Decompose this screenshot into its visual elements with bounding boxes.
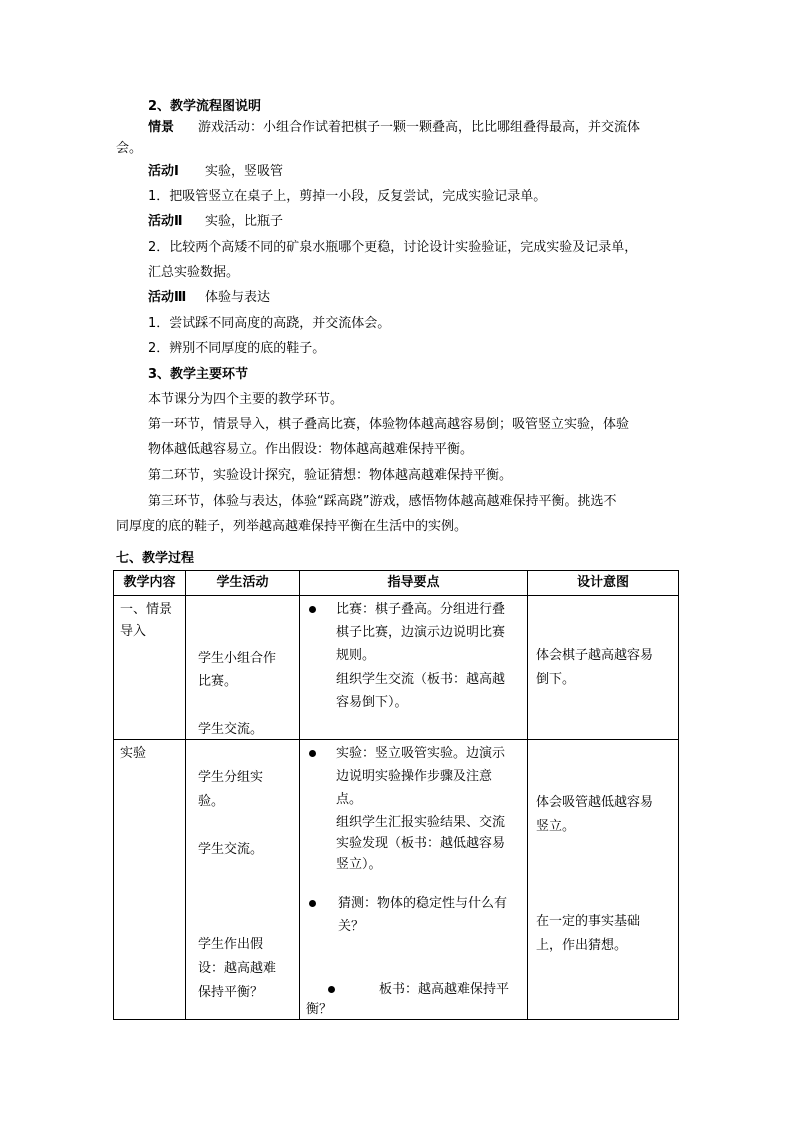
main-steps-intro: 本节课分为四个主要的教学环节。: [148, 392, 344, 407]
row1-guidance-line: 比赛：棋子叠高。分组进行叠: [336, 602, 506, 617]
scene-label: 情景: [148, 120, 175, 135]
activity-3-item-1: 1．尝试踩不同高度的高跷，并交流体会。: [148, 316, 391, 331]
bullet-icon: [309, 900, 316, 907]
row2-guidance-line: 实验：竖立吸管实验。边演示: [336, 746, 506, 761]
table-header-row: [114, 571, 679, 596]
section-heading-teaching-flow: 2、教学流程图说明: [148, 99, 262, 114]
row2-intent-line: 上，作出猜想。: [536, 938, 628, 953]
activity-2-label: 活动Ⅱ: [148, 214, 183, 229]
step-3-paragraph-continued: 同厚度的底的鞋子，列举越高越难保持平衡在生活中的实例。: [116, 519, 468, 534]
row1-intent-cell: [528, 596, 679, 740]
activity-1-item: 1．把吸管竖立在桌子上，剪掉一小段，反复尝试，完成实验记录单。: [148, 189, 547, 204]
step-3-paragraph: 第三环节，体验与表达，体验“踩高跷”游戏，感悟物体越高越难保持平衡。挑选不: [148, 494, 617, 509]
step-1-paragraph-continued: 物体越低越容易立。作出假设：物体越高越难保持平衡。: [148, 442, 474, 457]
row1-guidance-line: 规则。: [336, 648, 376, 663]
row2-content-line: 实验: [120, 746, 147, 761]
bullet-icon: [309, 750, 316, 757]
row1-content-line: 导入: [120, 624, 147, 639]
activity-3-item-2: 2．辨别不同厚度的底的鞋子。: [148, 341, 326, 356]
bullet-icon: [328, 986, 335, 993]
scene-text-continued: 会。: [116, 141, 143, 156]
activity-3-title: 体验与表达: [205, 290, 271, 305]
row2-guidance-line: 组织学生汇报实验结果、交流: [336, 815, 506, 830]
row1-guidance-cell: [300, 596, 528, 740]
section-heading-main-steps: 3、教学主要环节: [148, 367, 249, 382]
row1-student-cell: [186, 596, 300, 740]
row2-guidance-line: 关？: [338, 919, 365, 934]
activity-2-title: 实验，比瓶子: [205, 214, 284, 229]
row2-content-cell: [114, 740, 186, 1020]
row2-student-line: 学生分组实: [198, 770, 264, 785]
section-heading-teaching-process: 七、教学过程: [116, 551, 195, 566]
row2-guidance-line: 实验发现（板书：越低越容易: [336, 836, 506, 851]
activity-3-label: 活动Ⅲ: [148, 290, 187, 305]
activity-1-title: 实验，竖吸管: [205, 164, 284, 179]
row1-guidance-line: 容易倒下）。: [336, 695, 408, 710]
row2-student-line: 验。: [198, 794, 225, 809]
header-teaching-content: 教学内容: [114, 571, 186, 596]
header-guidance-points: 指导要点: [300, 571, 528, 596]
row2-student-line: 保持平衡？: [198, 985, 264, 1000]
row2-guidance-line: 边说明实验操作步骤及注意: [336, 769, 493, 784]
row2-intent-cell: [528, 740, 679, 1020]
header-design-intent: 设计意图: [528, 571, 679, 596]
row2-guidance-line: 板书：越高越难保持平: [379, 982, 510, 997]
scene-text: 游戏活动：小组合作试着把棋子一颗一颗叠高，比比哪组叠得最高，并交流体: [198, 120, 641, 135]
activity-1-label: 活动Ⅰ: [148, 164, 179, 179]
row1-guidance-line: 棋子比赛，边演示边说明比赛: [336, 625, 506, 640]
row2-intent-line: 体会吸管越低越容易: [536, 795, 654, 810]
row1-student-line: 学生小组合作: [198, 651, 277, 666]
row2-intent-line: 竖立。: [536, 819, 576, 834]
table-row: [114, 740, 679, 1020]
row2-guidance-cell: [300, 740, 528, 1020]
row1-intent-line: 体会棋子越高越容易: [536, 648, 654, 663]
activity-2-item: 2．比较两个高矮不同的矿泉水瓶哪个更稳，讨论设计实验验证，完成实验及记录单，: [148, 240, 638, 255]
row1-guidance-line: 组织学生交流（板书：越高越: [336, 672, 506, 687]
row1-student-line: 比赛。: [198, 674, 238, 689]
bullet-icon: [309, 606, 316, 613]
row1-student-line: 学生交流。: [198, 722, 264, 737]
row2-guidance-line: 竖立）。: [336, 857, 382, 872]
row2-student-line: 学生交流。: [198, 842, 264, 857]
step-2-paragraph: 第二环节，实验设计探究，验证猜想：物体越高越难保持平衡。: [148, 468, 513, 483]
row2-student-line: 学生作出假: [198, 937, 264, 952]
activity-2-item-continued: 汇总实验数据。: [148, 265, 240, 280]
row1-content-cell: [114, 596, 186, 740]
row2-guidance-line: 点。: [336, 792, 363, 807]
header-student-activity: 学生活动: [186, 571, 300, 596]
row2-student-line: 设：越高越难: [198, 961, 277, 976]
teaching-process-table: [113, 570, 679, 1020]
step-1-paragraph: 第一环节，情景导入，棋子叠高比赛，体验物体越高越容易倒；吸管竖立实验，体验: [148, 417, 630, 432]
row2-student-cell: [186, 740, 300, 1020]
row1-content-line: 一、情景: [120, 602, 173, 617]
row2-intent-line: 在一定的事实基础: [536, 914, 641, 929]
row1-intent-line: 倒下。: [536, 672, 576, 687]
row2-guidance-line: 衡？: [306, 1002, 333, 1017]
row2-guidance-line: 猜测：物体的稳定性与什么有: [338, 896, 508, 911]
table-row: [114, 596, 679, 740]
